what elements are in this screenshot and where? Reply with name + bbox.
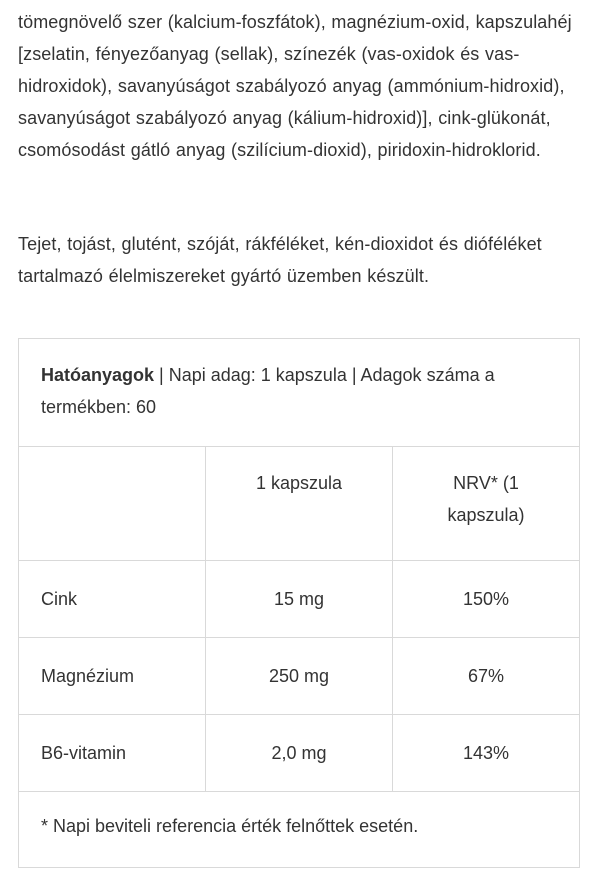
ingredients-text: tömegnövelő szer (kalcium-foszfátok), magnézium-oxid, kapszulahéj [zselatin, fényezőanyag (sellak), színezék (vas-oxidok és vas-hidroxidok), savanyúságot szabályozó anyag (ammónium-hidroxid), savanyúságot szabályozó anyag (kálium-hidroxid)], cink-glükonát, csomósodást gátló anyag (szilícium-dioxid), piridoxin-hidroklorid. (18, 12, 572, 160)
table-header-bold: Hatóanyagok (41, 365, 155, 385)
allergen-text: Tejet, tojást, glutént, szóját, rákféléket, kén-dioxidot és dióféléket tartalmazó élelmiszereket gyártó üzemben készült. (18, 234, 542, 286)
nutrition-table (18, 338, 580, 868)
nutrient-name: Cink (19, 561, 206, 638)
nutrient-amount: 250 mg (206, 638, 393, 715)
nutrient-nrv: 143% (393, 715, 580, 792)
table-header-cell (19, 339, 580, 447)
nutrient-nrv: 67% (393, 638, 580, 715)
ingredients-paragraph (0, 6, 600, 166)
table-row (19, 715, 580, 792)
table-footnote: * Napi beviteli referencia érték felnőttek esetén. (19, 792, 580, 868)
column-header-row (19, 447, 580, 561)
column-header-amount: 1 kapszula (206, 447, 393, 561)
nutrient-name: Magnézium (19, 638, 206, 715)
allergen-paragraph (0, 228, 600, 292)
column-header-name (19, 447, 206, 561)
nutrient-amount: 15 mg (206, 561, 393, 638)
nutrient-amount: 2,0 mg (206, 715, 393, 792)
table-footnote-row (19, 792, 580, 868)
column-header-nrv: NRV* (1 kapszula) (393, 447, 580, 561)
table-header-info: | Napi adag: 1 kapszula | Adagok száma a termékben: 60 (41, 365, 495, 417)
nutrient-name: B6-vitamin (19, 715, 206, 792)
table-header-row (19, 339, 580, 447)
table-row (19, 561, 580, 638)
nutrient-nrv: 150% (393, 561, 580, 638)
table-row (19, 638, 580, 715)
